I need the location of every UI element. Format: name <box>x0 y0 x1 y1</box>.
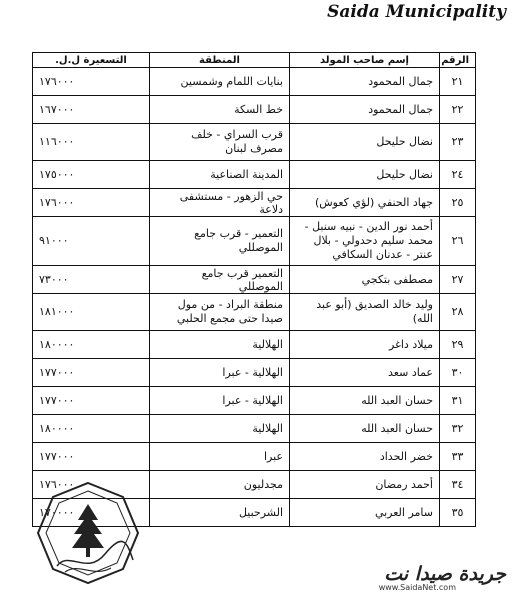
owner-name: ميلاد داغر <box>290 331 440 359</box>
table-row <box>33 189 476 217</box>
area-name: التعمير - قرب جامع الموصللي <box>150 217 290 266</box>
price-value: ١٨٠٠٠٠ <box>33 331 150 359</box>
area-name: منطقة البراد - من مول صيدا حتى مجمع الحلبي <box>150 294 290 331</box>
newspaper-name: جريدة صيدا نت <box>384 563 506 585</box>
owner-name: جمال المحمود <box>290 68 440 96</box>
area-name: الهلالية - عبرا <box>150 387 290 415</box>
row-number: ٢٤ <box>440 161 476 189</box>
newspaper-url: www.SaidaNet.com <box>378 583 456 592</box>
price-value: ١٧٦٠٠٠ <box>33 471 150 499</box>
page-title: Saida Municipality <box>327 2 506 22</box>
table-row <box>33 266 476 294</box>
table-row <box>33 387 476 415</box>
table-row <box>33 294 476 331</box>
table-row <box>33 331 476 359</box>
price-value: ١٧٦٠٠٠ <box>33 68 150 96</box>
price-value: ١٨٠٠٠٠ <box>33 415 150 443</box>
owner-name: أحمد نور الدين - نبيه سنبل - محمد سليم دحدولي - بلال عنتر - عدنان السكافي <box>290 217 440 266</box>
row-number: ٣٠ <box>440 359 476 387</box>
price-value: ١٧٧٠٠٠ <box>33 443 150 471</box>
column-header-name: إسم صاحب المولد <box>290 53 440 68</box>
price-value: ١٧٧٠٠٠ <box>33 359 150 387</box>
row-number: ٢٨ <box>440 294 476 331</box>
column-header-area: المنطقة <box>150 53 290 68</box>
row-number: ٣٢ <box>440 415 476 443</box>
column-header-no: الرقم <box>440 53 476 68</box>
owner-name: عماد سعد <box>290 359 440 387</box>
table-row <box>33 415 476 443</box>
table-row <box>33 217 476 266</box>
newspaper-logo <box>316 563 506 592</box>
row-number: ٣٥ <box>440 499 476 527</box>
area-name: خط السكة <box>150 96 290 124</box>
row-number: ٢٧ <box>440 266 476 294</box>
row-number: ٢٢ <box>440 96 476 124</box>
generator-price-table <box>32 52 476 527</box>
row-number: ٢١ <box>440 68 476 96</box>
row-number: ٣١ <box>440 387 476 415</box>
table-row <box>33 68 476 96</box>
area-name: التعمير قرب جامع الموصللي <box>150 266 290 294</box>
owner-name: وليد خالد الصديق (أبو عبد الله) <box>290 294 440 331</box>
owner-name: سامر العربي <box>290 499 440 527</box>
area-name: عبرا <box>150 443 290 471</box>
row-number: ٢٣ <box>440 124 476 161</box>
owner-name: جمال المحمود <box>290 96 440 124</box>
price-value: ٩١٠٠٠ <box>33 217 150 266</box>
area-name: الهلالية <box>150 415 290 443</box>
row-number: ٢٥ <box>440 189 476 217</box>
area-name: الهلالية - عبرا <box>150 359 290 387</box>
area-name: المدينة الصناعية <box>150 161 290 189</box>
owner-name: أحمد رمضان <box>290 471 440 499</box>
price-value: ١٧٠٠٠٠ <box>33 499 150 527</box>
price-value: ١٦٧٠٠٠ <box>33 96 150 124</box>
owner-name: مصطفى بتكجي <box>290 266 440 294</box>
table-row <box>33 443 476 471</box>
area-name: حي الزهور - مستشفى دلاعة <box>150 189 290 217</box>
owner-name: حسان العبد الله <box>290 387 440 415</box>
area-name: بنايات اللمام وشمسين <box>150 68 290 96</box>
owner-name: خضر الحداد <box>290 443 440 471</box>
owner-name: حسان العبد الله <box>290 415 440 443</box>
row-number: ٣٤ <box>440 471 476 499</box>
table-row <box>33 161 476 189</box>
row-number: ٢٩ <box>440 331 476 359</box>
cedar-tree-seal-icon <box>35 480 141 586</box>
price-value: ١١٦٠٠٠ <box>33 124 150 161</box>
price-value: ١٨١٠٠٠ <box>33 294 150 331</box>
price-value: ١٧٧٠٠٠ <box>33 387 150 415</box>
area-name: قرب السراي - خلف مصرف لبنان <box>150 124 290 161</box>
price-value: ١٧٥٠٠٠ <box>33 161 150 189</box>
table-row <box>33 124 476 161</box>
table-row <box>33 359 476 387</box>
row-number: ٢٦ <box>440 217 476 266</box>
owner-name: نضال حليحل <box>290 161 440 189</box>
owner-name: جهاد الحنفي (لؤي كعوش) <box>290 189 440 217</box>
area-name: مجدليون <box>150 471 290 499</box>
table-row <box>33 96 476 124</box>
owner-name: نضال حليحل <box>290 124 440 161</box>
price-value: ١٧٦٠٠٠ <box>33 189 150 217</box>
row-number: ٣٣ <box>440 443 476 471</box>
table-header-row <box>33 53 476 68</box>
price-value: ٧٣٠٠٠ <box>33 266 150 294</box>
area-name: الشرحبيل <box>150 499 290 527</box>
area-name: الهلالية <box>150 331 290 359</box>
column-header-price: التسعيرة ل.ل. <box>33 53 150 68</box>
